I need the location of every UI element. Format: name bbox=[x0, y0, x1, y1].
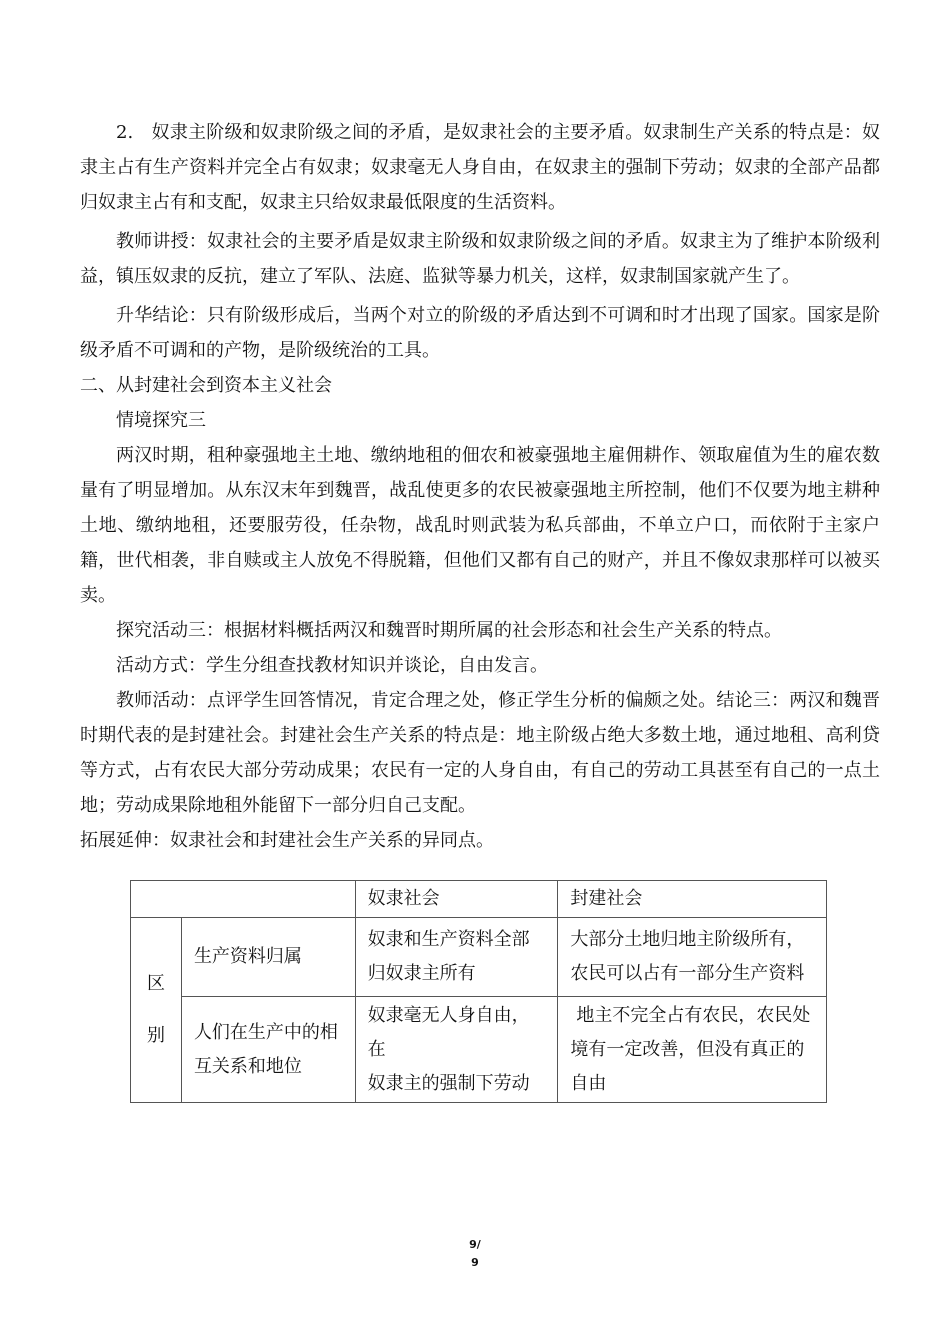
table-row bbox=[131, 918, 827, 997]
paragraph-extension: 拓展延伸：奴隶社会和封建社会生产关系的异同点。 bbox=[80, 830, 494, 851]
paragraph-teacher-activity: 教师活动：点评学生回答情况，肯定合理之处，修正学生分析的偏颇之处。结论三：两汉和魏晋时期代表的是封建社会。封建社会生产关系的特点是：地主阶级占绝大多数土地，通过地租、高利贷等方式，占有农民大部分劳动成果；农民有一定的人身自由，有自己的劳动工具甚至有自己的一点土地；劳动成果除地租外能留下一部分归自己支配。 bbox=[80, 690, 880, 816]
header-slave-society: 奴隶社会 bbox=[355, 881, 558, 918]
difference-group-label: 区 别 bbox=[131, 918, 182, 1103]
cell-slave-relations-line-1: 奴隶毫无人身自由，在 bbox=[367, 1004, 530, 1060]
row-label-ownership: 生产资料归属 bbox=[181, 918, 355, 997]
cell-slave-relations bbox=[355, 997, 558, 1103]
document-body bbox=[80, 115, 880, 858]
paragraph-activity-method: 活动方式：学生分组查找教材知识并谈论，自由发言。 bbox=[116, 655, 548, 676]
cell-feudal-relations: 地主不完全占有农民，农民处境有一定改善，但没有真正的自由 bbox=[558, 997, 827, 1103]
page-number-line-1: 9/ bbox=[469, 1238, 481, 1251]
cell-feudal-ownership: 大部分土地归地主阶级所有，农民可以占有一部分生产资料 bbox=[558, 918, 827, 997]
cell-slave-ownership: 奴隶和生产资料全部归奴隶主所有 bbox=[355, 918, 558, 997]
table-corner-cell bbox=[131, 881, 356, 918]
paragraph-teacher-lecture: 教师讲授：奴隶社会的主要矛盾是奴隶主阶级和奴隶阶级之间的矛盾。奴隶主为了维护本阶级利益，镇压奴隶的反抗，建立了军队、法庭、监狱等暴力机关，这样，奴隶制国家就产生了。 bbox=[80, 231, 880, 287]
paragraph-activity-3: 探究活动三：根据材料概括两汉和魏晋时期所属的社会形态和社会生产关系的特点。 bbox=[116, 620, 782, 641]
header-feudal-society: 封建社会 bbox=[558, 881, 827, 918]
comparison-table bbox=[130, 880, 827, 1103]
paragraph-scenario-text: 两汉时期，租种豪强地主土地、缴纳地租的佃农和被豪强地主雇佣耕作、领取雇值为生的雇农数量有了明显增加。从东汉末年到魏晋，战乱使更多的农民被豪强地主所控制，他们不仅要为地主耕种土地、缴纳地租，还要服劳役，任杂物，战乱时则武装为私兵部曲，不单立户口，而依附于主家户籍，世代相袭，非自赎或主人放免不得脱籍，但他们又都有自己的财产，并且不像奴隶那样可以被买卖。 bbox=[80, 445, 880, 606]
page-number-line-2: 9 bbox=[471, 1256, 479, 1269]
section-heading: 二、从封建社会到资本主义社会 bbox=[80, 375, 332, 396]
paragraph-1: 2. 奴隶主阶级和奴隶阶级之间的矛盾，是奴隶社会的主要矛盾。奴隶制生产关系的特点是：奴隶主占有生产资料并完全占有奴隶；奴隶毫无人身自由，在奴隶主的强制下劳动；奴隶的全部产品都归奴隶主占有和支配，奴隶主只给奴隶最低限度的生活资料。 bbox=[80, 122, 880, 213]
paragraph-conclusion: 升华结论：只有阶级形成后，当两个对立的阶级的矛盾达到不可调和时才出现了国家。国家是阶级矛盾不可调和的产物，是阶级统治的工具。 bbox=[80, 305, 880, 361]
cell-slave-relations-line-2: 奴隶主的强制下劳动 bbox=[367, 1072, 530, 1094]
table-row bbox=[131, 997, 827, 1103]
row-label-relations: 人们在生产中的相互关系和地位 bbox=[181, 997, 355, 1103]
table-header-row bbox=[131, 881, 827, 918]
paragraph-scenario-title: 情境探究三 bbox=[116, 410, 206, 431]
